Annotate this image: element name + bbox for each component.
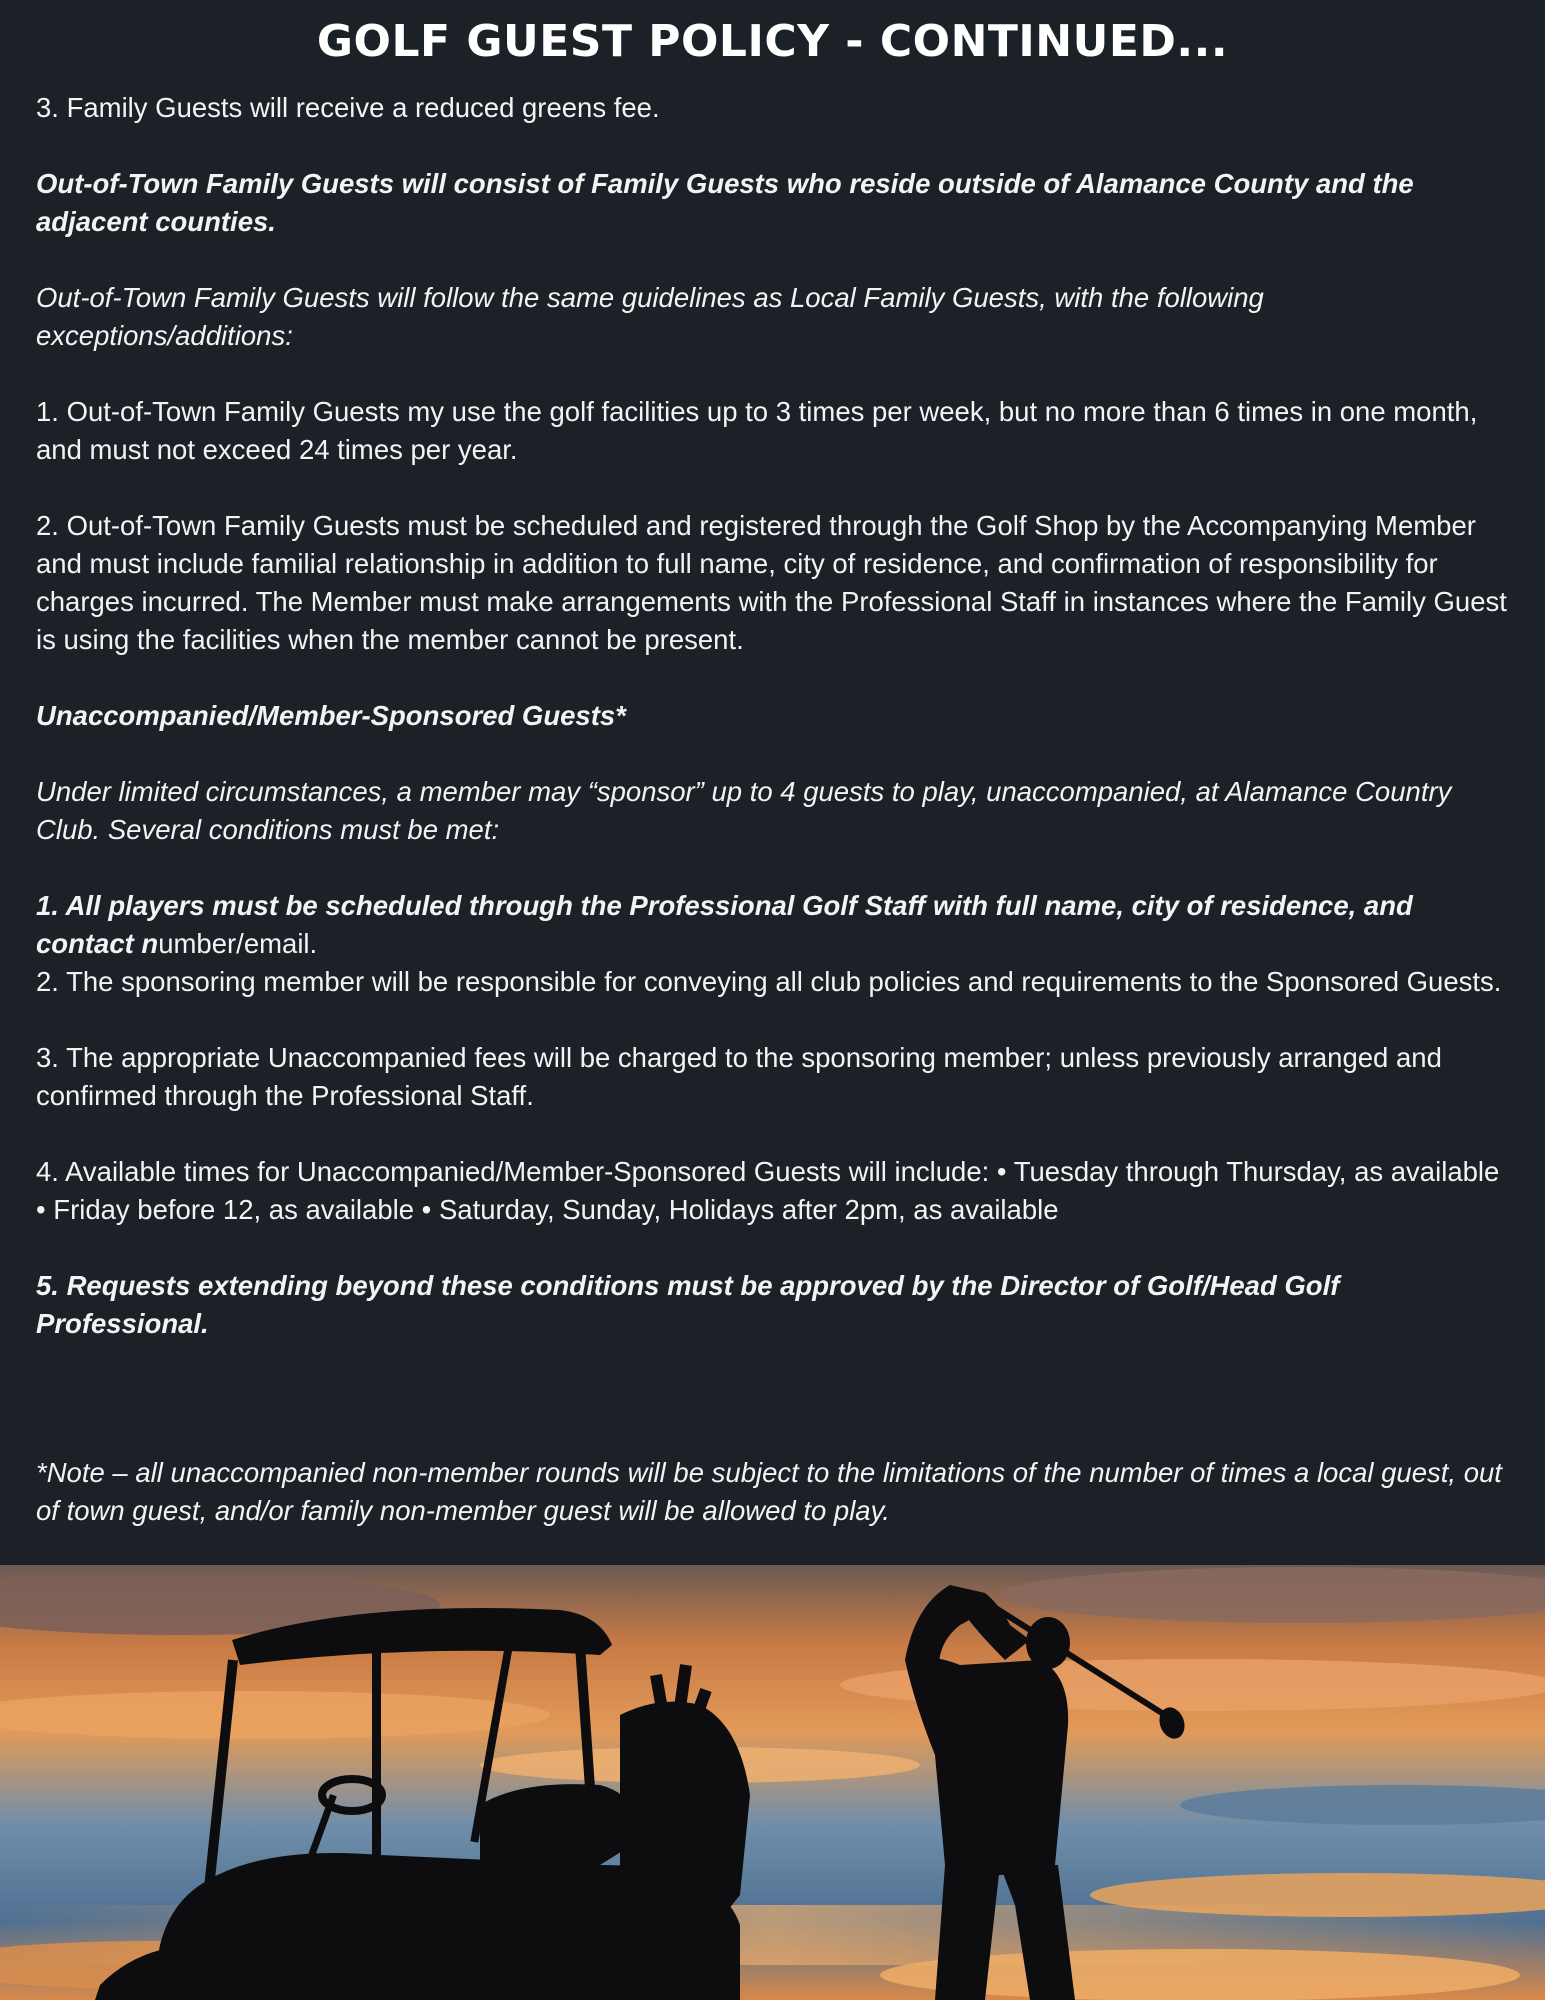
unaccompanied-intro: Under limited circumstances, a member may “sponsor” up to 4 guests to play, unaccompanied, at Alamance Country Club. Several conditions must be met: (36, 776, 1452, 845)
out-of-town-rule-1: 1. Out-of-Town Family Guests my use the golf facilities up to 3 times per week, but no more than 6 times in one month, and must not exceed 24 times per year. (36, 396, 1478, 465)
unaccompanied-condition-4: 4. Available times for Unaccompanied/Member-Sponsored Guests will include: • Tuesday through Thursday, as available • Friday before 12, as available • Saturday, Sunday, Holidays after 2pm, as available (36, 1156, 1500, 1225)
out-of-town-rule-2: 2. Out-of-Town Family Guests must be scheduled and registered through the Golf Shop by the Accompanying Member and must include familial relationship in addition to full name, city of residence, and confirmation of responsibility for charges incurred. The Member must make arrangements with the Professional Staff in instances where the Family Guest is using the facilities when the member cannot be present. (36, 510, 1507, 655)
condition-1-bold-text: 1. All players must be scheduled through the Professional Golf Staff with full name, city of residence, and contact n (36, 890, 1413, 959)
unaccompanied-condition-5: 5. Requests extending beyond these conditions must be approved by the Director of Golf/Head Golf Professional. (36, 1270, 1340, 1339)
policy-content (36, 89, 1516, 1381)
section-heading-unaccompanied: Unaccompanied/Member-Sponsored Guests* (36, 700, 626, 731)
unaccompanied-condition-2: 2. The sponsoring member will be responsible for conveying all club policies and requirements to the Sponsored Guests. (36, 966, 1502, 997)
condition-1-rest-text: umber/email. (158, 928, 318, 959)
out-of-town-definition: Out-of-Town Family Guests will consist of Family Guests who reside outside of Alamance County and the adjacent counties. (36, 168, 1414, 237)
sunset-golf-photo (0, 1565, 1545, 2000)
footnote: *Note – all unaccompanied non-member rounds will be subject to the limitations of the number of times a local guest, out of town guest, and/or family non-member guest will be allowed to play. (36, 1457, 1502, 1526)
page-title: GOLF GUEST POLICY - CONTINUED... (316, 16, 1229, 67)
unaccompanied-condition-1 (36, 887, 1516, 963)
unaccompanied-condition-3: 3. The appropriate Unaccompanied fees will be charged to the sponsoring member; unless previously arranged and confirmed through the Professional Staff. (36, 1042, 1442, 1111)
out-of-town-guidelines-intro: Out-of-Town Family Guests will follow the same guidelines as Local Family Guests, with the following exceptions/additions: (36, 282, 1264, 351)
family-guest-fee-text: 3. Family Guests will receive a reduced greens fee. (36, 92, 660, 123)
golf-silhouette-illustration (0, 1565, 1545, 2000)
